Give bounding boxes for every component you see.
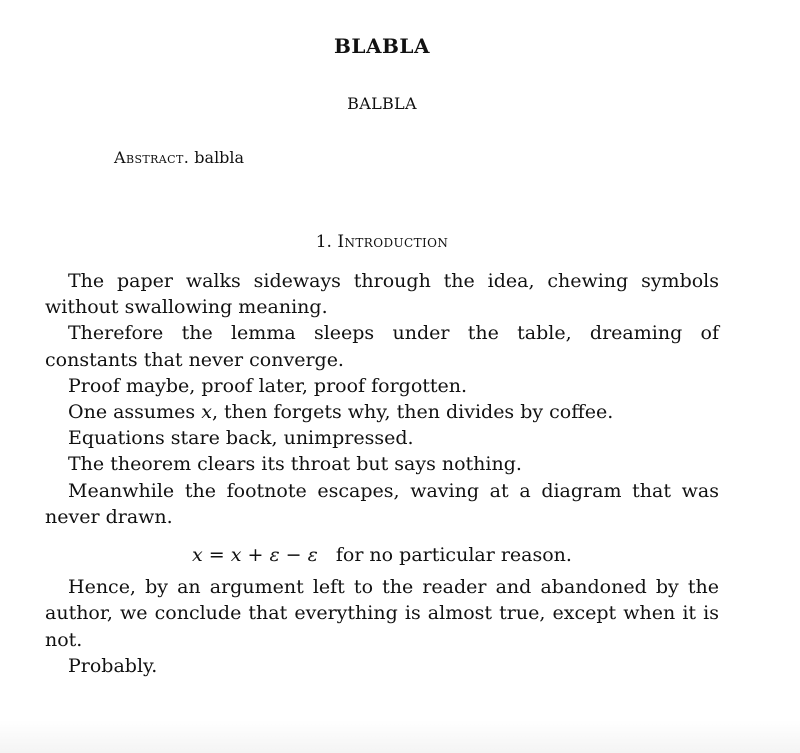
paragraph: Meanwhile the footnote escapes, waving at a diagram that was never drawn. — [45, 479, 719, 528]
paper-author: BALBLA — [347, 94, 417, 113]
section-body — [45, 268, 719, 679]
paragraph: Therefore the lemma sleeps under the table, dreaming of constants that never converge. — [45, 322, 719, 371]
inline-math: x — [201, 401, 212, 424]
section-number: 1. — [315, 232, 332, 252]
display-equation — [45, 542, 719, 568]
paragraph: The paper walks sideways through the idea, chewing symbols without swallowing meaning. — [45, 270, 719, 319]
paragraph: Proof maybe, proof later, proof forgotten. — [68, 374, 468, 397]
abstract — [114, 148, 244, 167]
paper-title: BLABLA — [334, 34, 430, 58]
abstract-label: Abstract. — [114, 148, 190, 167]
paragraph: The theorem clears its throat but says nothing. — [68, 453, 522, 476]
section-name: Introduction — [337, 232, 449, 252]
paragraph: Equations stare back, unimpressed. — [68, 427, 414, 450]
abstract-text: balbla — [194, 148, 245, 167]
equation-math: x = x + ε − ε — [192, 544, 318, 567]
equation-text: for no particular reason. — [335, 544, 572, 567]
paragraph: Hence, by an argument left to the reader and abandoned by the author, we conclude that everything is almost true, except when it is not. — [45, 576, 719, 651]
section-heading — [0, 232, 764, 252]
paragraph-text: , then forgets why, then divides by coffee. — [211, 401, 614, 424]
paragraph — [45, 399, 719, 425]
paragraph-text: One assumes — [68, 401, 202, 424]
paragraph: Probably. — [68, 654, 158, 677]
